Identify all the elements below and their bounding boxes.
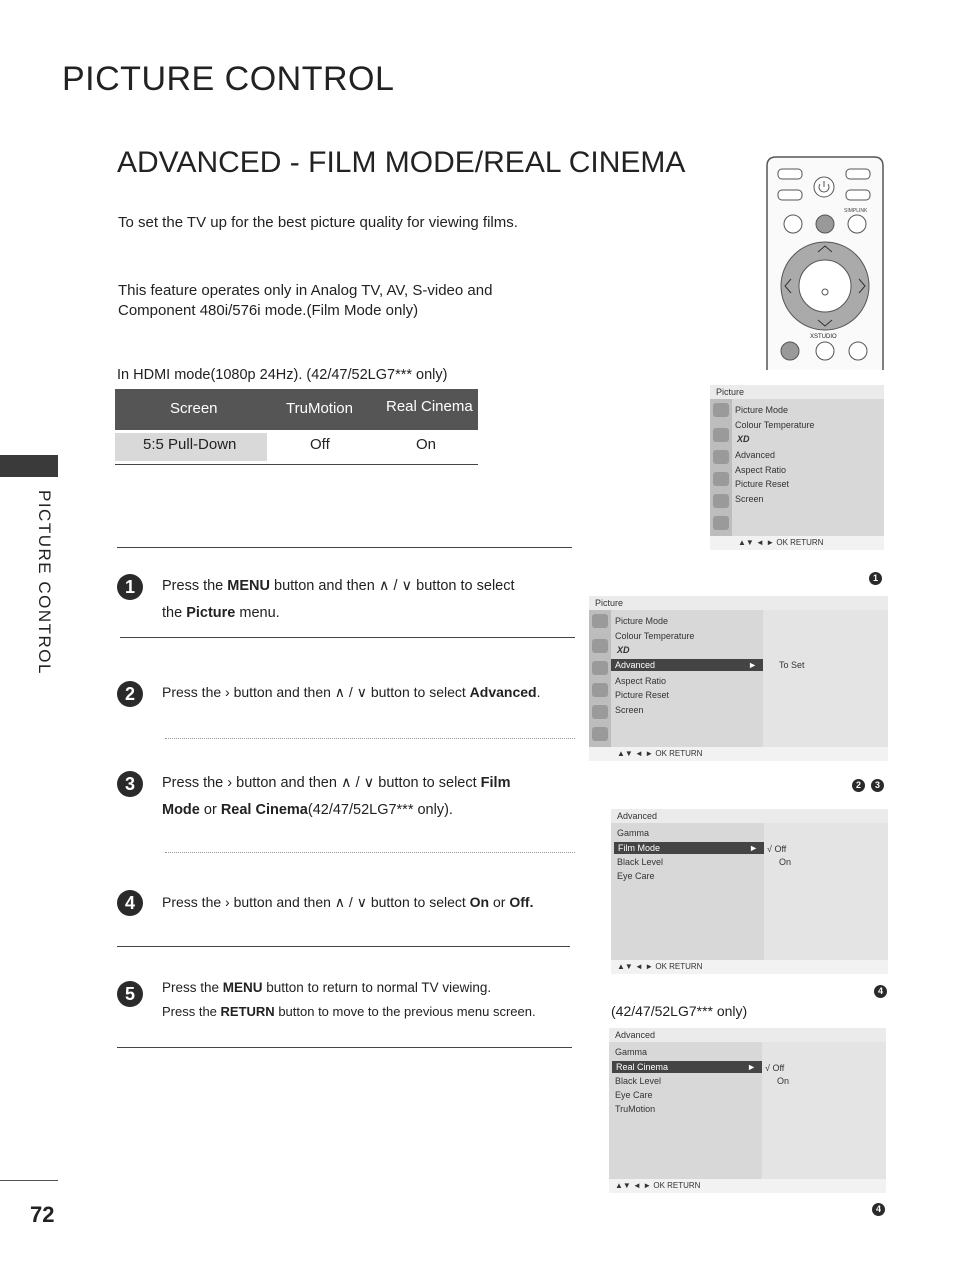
menu4-selected-label: Real Cinema: [616, 1062, 669, 1072]
remote-control-illustration: [766, 156, 884, 370]
step4-rule: [117, 946, 570, 947]
menu2-selected-item[interactable]: [611, 659, 763, 671]
menu2-item: Picture Reset: [615, 690, 670, 700]
menu3-title: Advanced: [611, 809, 888, 823]
step-1-number: 1: [117, 574, 143, 600]
picture-advanced-menu-screen: [589, 596, 888, 761]
side-tab-marker: [0, 455, 58, 477]
menu4-item: TruMotion: [615, 1104, 656, 1114]
step3-dotted-rule: [165, 852, 575, 853]
step-3-key-mode: Mode: [162, 802, 200, 818]
table-header-real-cinema: Real Cinema: [386, 398, 473, 415]
menu2-item: Colour Temperature: [615, 631, 695, 641]
time-menu-icon: [713, 494, 729, 508]
step-3-text-model: (42/47/52LG7*** only).: [307, 802, 453, 818]
intro-paragraph-2: This feature operates only in Analog TV, AV, S-video and Component 480i/576i mode.(Film Mode only): [118, 282, 493, 319]
menu4-title: Advanced: [609, 1028, 886, 1042]
step-5-text-f: button to move to the previous menu screen.: [274, 1004, 536, 1019]
setup-menu-icon: [592, 661, 608, 675]
menu3-item: Black Level: [617, 857, 664, 867]
step-3-number: 3: [117, 771, 143, 797]
mode-table-header: [115, 389, 478, 430]
menu3-step-badge-2: 2: [852, 779, 865, 792]
menu3-selected-item[interactable]: [614, 842, 764, 854]
setup-menu-icon: [713, 450, 729, 464]
svg-text:SIMPLINK: SIMPLINK: [844, 208, 868, 214]
menu2-item: Screen: [615, 705, 644, 715]
arrow-right-icon: ►: [748, 660, 757, 670]
arrow-right-icon: ►: [749, 843, 758, 853]
step-4-text: [162, 889, 574, 916]
menu1-item: Advanced: [735, 450, 776, 460]
menu1-footer: ▲▼ ◄ ► OK RETURN: [710, 536, 884, 550]
step-3-key-film: Film: [480, 775, 511, 791]
step-4-text-or: or: [489, 894, 510, 910]
step-4-number: 4: [117, 890, 143, 916]
menu2-title: Picture: [589, 596, 888, 610]
table-header-screen: Screen: [170, 400, 218, 417]
menu2-submenu-panel: [763, 610, 888, 747]
menu1-item: Screen: [735, 494, 764, 504]
steps-bottom-rule: [117, 1047, 572, 1048]
menu4-step-badge-top: 4: [874, 985, 887, 998]
picture-menu-icon: [592, 614, 608, 628]
step-5-key-menu: MENU: [222, 980, 263, 995]
menu2-footer: ▲▼ ◄ ► OK RETURN: [589, 747, 888, 761]
step-2-key-advanced: Advanced: [469, 684, 537, 700]
menu4-option-off[interactable]: √ Off: [765, 1063, 785, 1073]
option-menu-icon: [713, 516, 729, 530]
menu2-selected-label: Advanced: [615, 660, 656, 670]
menu1-item: Colour Temperature: [735, 420, 815, 430]
menu2-step-badge: 1: [869, 572, 882, 585]
audio-menu-icon: [592, 683, 608, 697]
step-2-number: 2: [117, 681, 143, 707]
step-5-text-a: Press the: [162, 980, 223, 995]
step-1-text-a: Press the: [162, 578, 228, 594]
table-cell-real-cinema: On: [416, 436, 437, 453]
step-1-key-menu: MENU: [227, 578, 270, 594]
menu1-item: Picture Reset: [735, 479, 790, 489]
menu4-item: Black Level: [615, 1076, 662, 1086]
menu4-caption: (42/47/52LG7*** only): [611, 1003, 748, 1019]
menu4-item: Gamma: [615, 1047, 648, 1057]
film-mode-menu-screen: [611, 809, 888, 974]
step-1-text-f: menu.: [235, 605, 280, 621]
menu4-option-on[interactable]: On: [777, 1076, 790, 1086]
step-1-text-d: the: [162, 605, 187, 621]
section-title: ADVANCED - FILM MODE/REAL CINEMA: [117, 146, 686, 179]
step-5-text-c: button to return to normal TV viewing.: [262, 980, 492, 995]
step1-rule: [120, 637, 575, 638]
menu1-item: Aspect Ratio: [735, 465, 787, 475]
real-cinema-menu-screen: [609, 1028, 886, 1193]
menu3-selected-label: Film Mode: [618, 843, 661, 853]
table-row: [115, 433, 478, 465]
step-5-text-d: Press the: [162, 1004, 221, 1019]
arrow-right-icon: ►: [747, 1062, 756, 1072]
step-2-text-a: Press the › button and then ∧ / ∨ button to select: [162, 684, 470, 700]
hdmi-note: In HDMI mode(1080p 24Hz). (42/47/52LG7*** only): [117, 367, 448, 383]
page-header: PICTURE CONTROL: [62, 60, 395, 98]
footer-line: [0, 1180, 58, 1181]
time-menu-icon: [592, 705, 608, 719]
step2-dotted-rule: [165, 738, 575, 739]
menu2-to-set: To Set: [779, 660, 805, 670]
screen-menu-icon: [592, 639, 608, 653]
picture-menu-screen: [710, 385, 884, 550]
menu2-item: Picture Mode: [615, 616, 669, 626]
step-1-text: [162, 573, 572, 627]
menu3-option-off[interactable]: √ Off: [767, 844, 787, 854]
step-5-key-return: RETURN: [220, 1004, 275, 1019]
step-1-text-c: button and then ∧ / ∨ button to select: [269, 578, 515, 594]
menu3-option-on[interactable]: On: [779, 857, 792, 867]
remote-control-icon: [766, 156, 884, 370]
menu1-item: Picture Mode: [735, 405, 789, 415]
table-header-trumotion: TruMotion: [286, 400, 353, 417]
menu2-item: Aspect Ratio: [615, 676, 667, 686]
menu3-item: Gamma: [617, 828, 650, 838]
step-5-number: 5: [117, 981, 143, 1007]
audio-menu-icon: [713, 472, 729, 486]
steps-top-rule: [117, 547, 572, 548]
page-number: 72: [30, 1202, 55, 1227]
step-1-key-picture: Picture: [186, 605, 236, 621]
step-2-text: [162, 679, 574, 706]
svg-text:XSTUDIO: XSTUDIO: [810, 334, 837, 340]
intro-paragraph-1: To set the TV up for the best picture quality for viewing films.: [118, 214, 518, 231]
option-menu-icon: [592, 727, 608, 741]
screen-menu-icon: [713, 428, 729, 442]
step-3-text-or: or: [199, 802, 221, 818]
picture-menu-icon: [713, 403, 729, 417]
step-4-key-off: Off.: [509, 894, 534, 910]
table-cell-screen: 5:5 Pull-Down: [143, 436, 237, 453]
menu4-footer: ▲▼ ◄ ► OK RETURN: [609, 1179, 886, 1193]
step-3-text-a: Press the › button and then ∧ / ∨ button to select: [162, 775, 481, 791]
table-cell-trumotion: Off: [310, 436, 330, 453]
menu3-item: Eye Care: [617, 871, 655, 881]
menu4-selected-item[interactable]: [612, 1061, 762, 1073]
step-4-key-on: On: [469, 894, 490, 910]
step-3-key-real-cinema: Real Cinema: [220, 802, 308, 818]
menu1-item-xd: XD: [737, 434, 750, 444]
menu4-item: Eye Care: [615, 1090, 653, 1100]
step-4-text-a: Press the › button and then ∧ / ∨ button to select: [162, 894, 470, 910]
menu3-footer: ▲▼ ◄ ► OK RETURN: [611, 960, 888, 974]
menu2-item-xd: XD: [617, 645, 630, 655]
step-2-text-c: .: [536, 684, 541, 700]
step-3-text: [162, 770, 574, 824]
step-5-text: [162, 976, 574, 1024]
menu3-step-badge-3: 3: [871, 779, 884, 792]
menu4-step-badge-bottom: 4: [872, 1203, 885, 1216]
menu1-title: Picture: [710, 385, 884, 399]
side-label: PICTURE CONTROL: [35, 490, 54, 675]
